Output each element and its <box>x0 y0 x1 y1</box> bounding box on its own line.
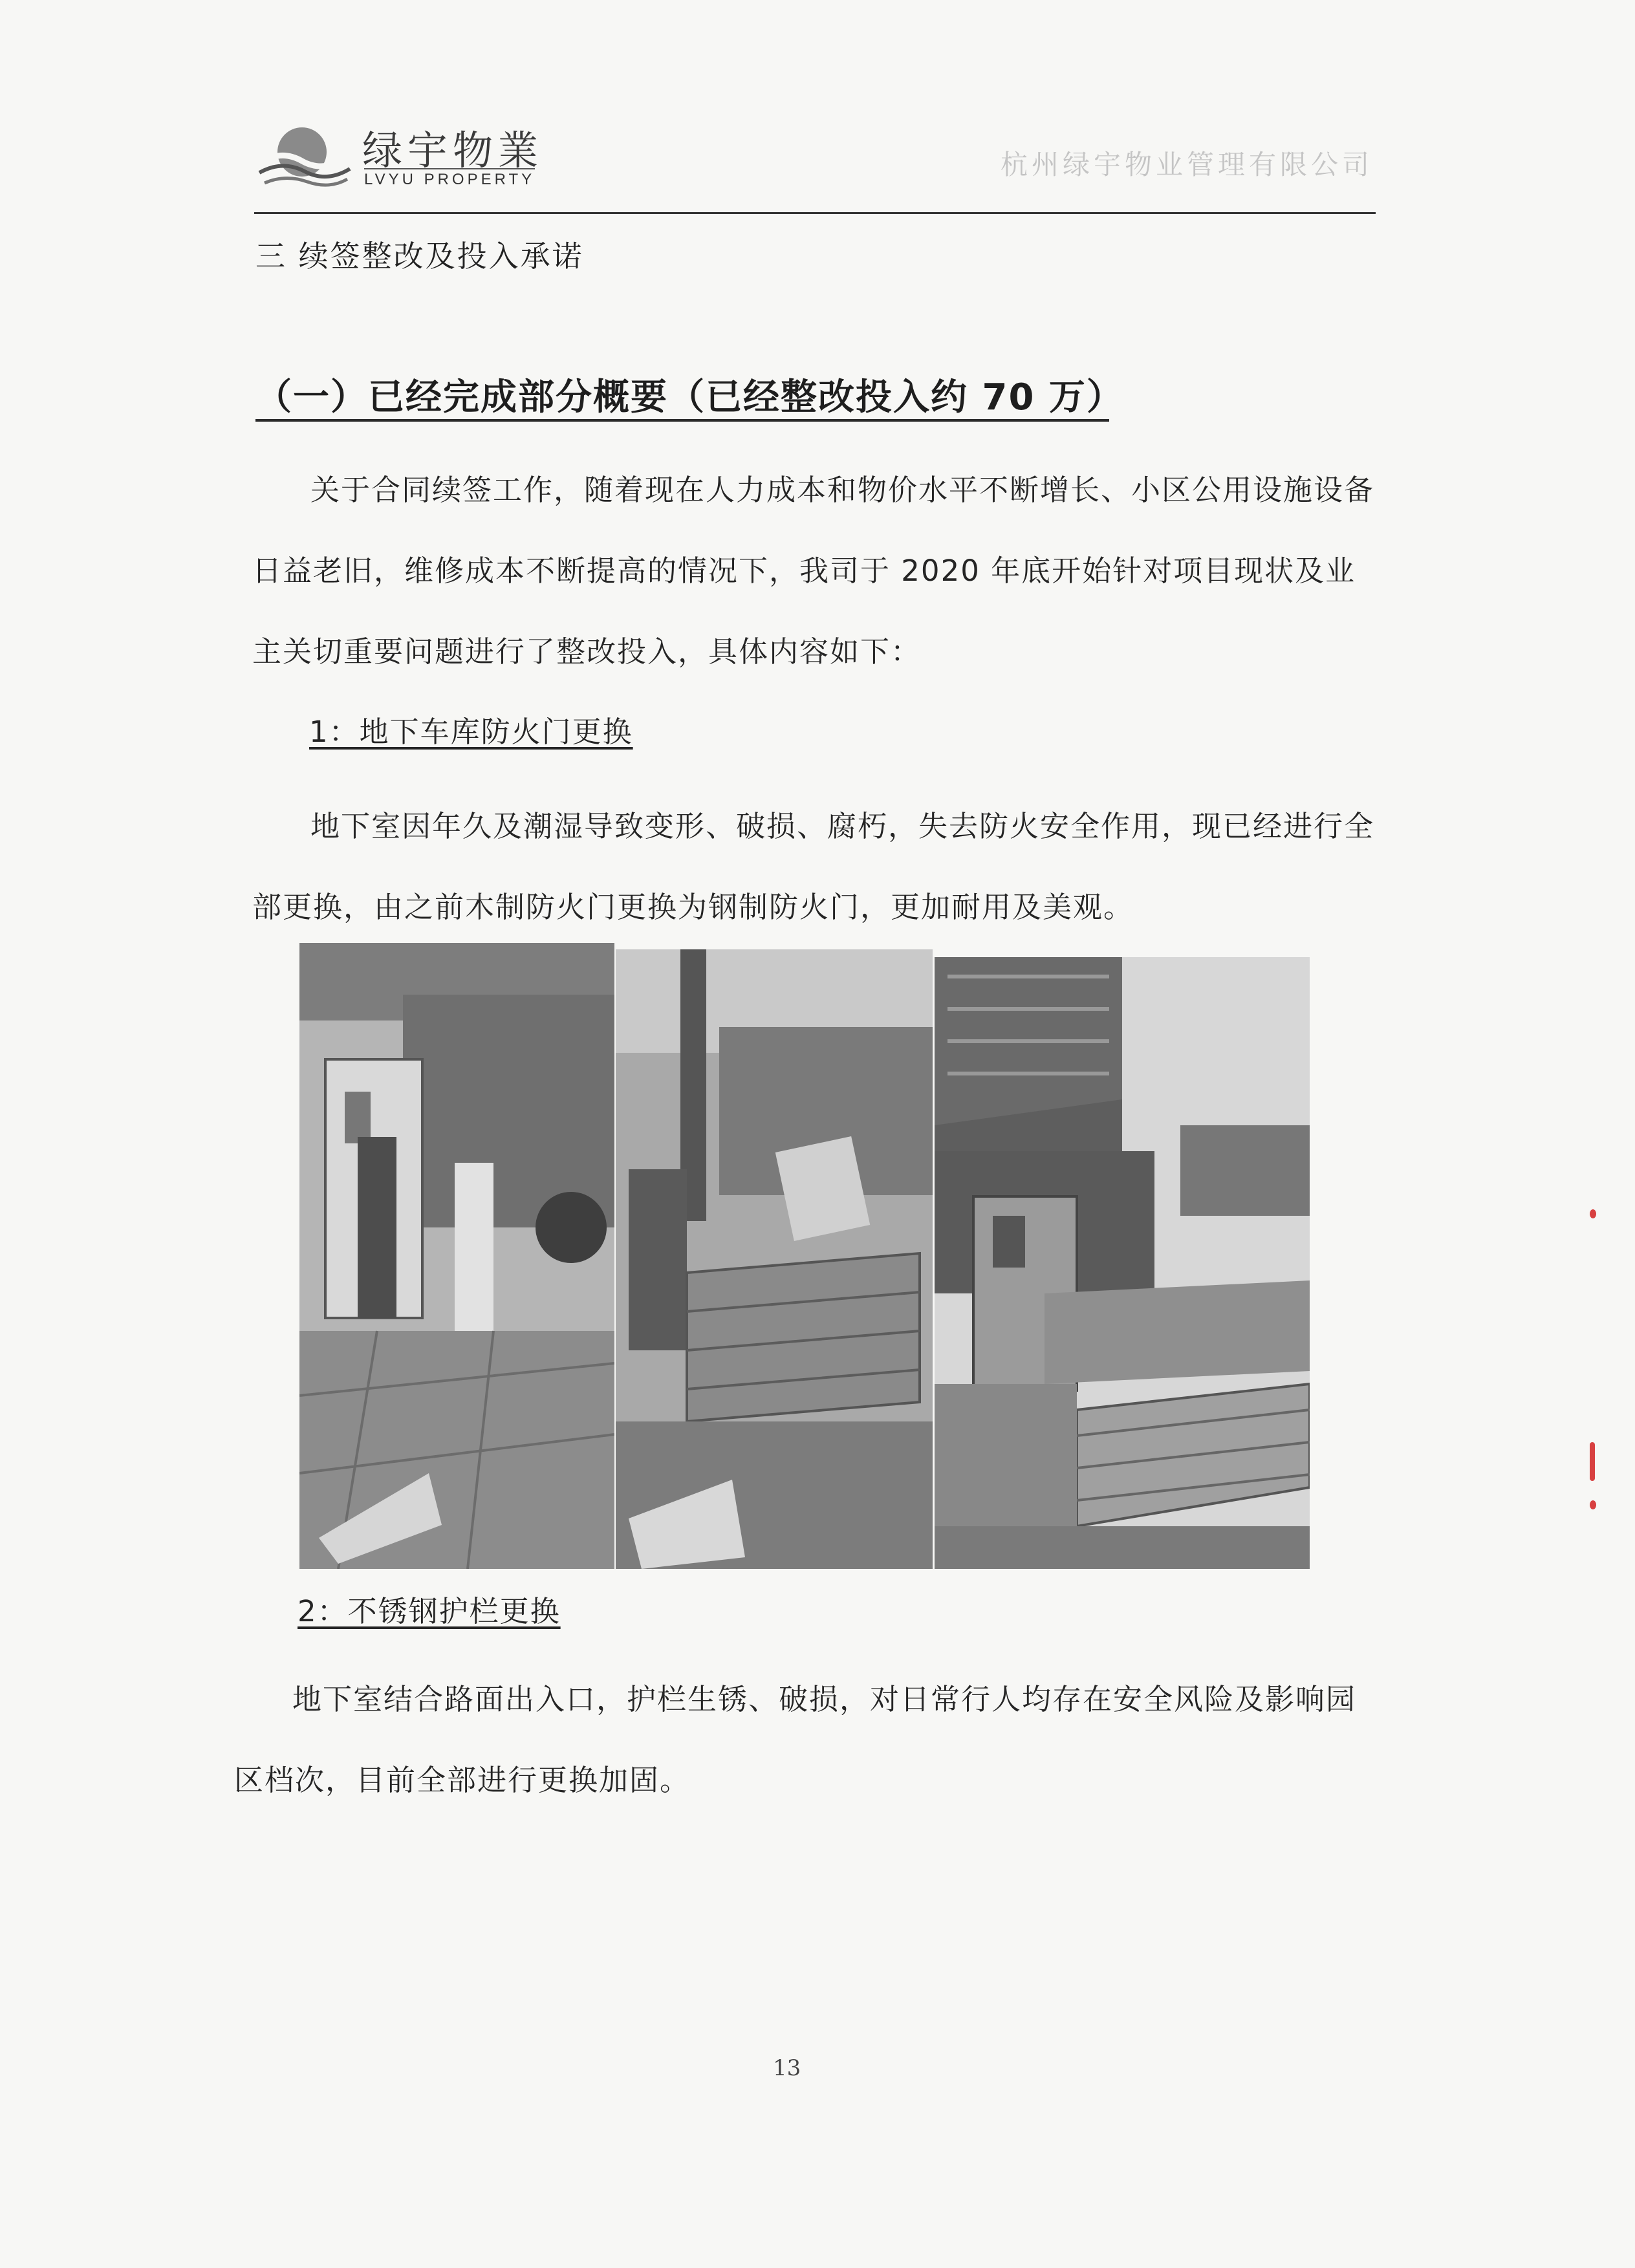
item2-text: 地下室结合路面出入口，护栏生锈、破损，对日常行人均存在安全风险及影响园区档次，目前全部进行更换加固。 <box>234 1682 1357 1797</box>
page-number: 13 <box>773 2055 801 2081</box>
stamp-edge-mark <box>1590 1500 1596 1509</box>
subsection-underline <box>255 419 1109 422</box>
intro-text: 关于合同续签工作，随着现在人力成本和物价水平不断增长、小区公用设施设备日益老旧，维修成本不断提高的情况下，我司于 2020 年底开始针对项目现状及业主关切重要问题进行了整改投入，具体内容如下： <box>252 473 1375 669</box>
item2-title: 2：不锈钢护栏更换 <box>298 1594 561 1628</box>
logo-chinese-name: 绿宇物業 <box>362 127 544 174</box>
stamp-edge-mark <box>1590 1209 1596 1218</box>
item1-paragraph <box>252 786 1378 947</box>
company-name: 杭州绿宇物业管理有限公司 <box>1000 149 1373 180</box>
logo-english-name: LVYU PROPERTY <box>364 168 535 189</box>
item1-text: 地下室因年久及潮湿导致变形、破损、腐朽，失去防火安全作用，现已经进行全部更换，由之前木制防火门更换为钢制防火门，更加耐用及美观。 <box>252 809 1375 924</box>
company-logo <box>255 113 544 191</box>
section-title: 三 续签整改及投入承诺 <box>255 239 584 274</box>
header-divider <box>254 212 1376 214</box>
photo-workers-unloading-doors <box>299 943 614 1569</box>
photo-door-stacks-by-building <box>935 957 1310 1569</box>
item2-paragraph <box>234 1659 1372 1820</box>
item1-title: 1：地下车库防火门更换 <box>309 715 633 749</box>
subsection-title: （一）已经完成部分概要（已经整改投入约 70 万） <box>255 376 1124 418</box>
intro-paragraph <box>252 449 1378 692</box>
stamp-edge-mark <box>1590 1442 1595 1481</box>
photo-stacked-steel-doors <box>616 949 933 1569</box>
logo-sun-wave-icon <box>255 118 352 189</box>
photo-strip <box>299 943 1310 1569</box>
